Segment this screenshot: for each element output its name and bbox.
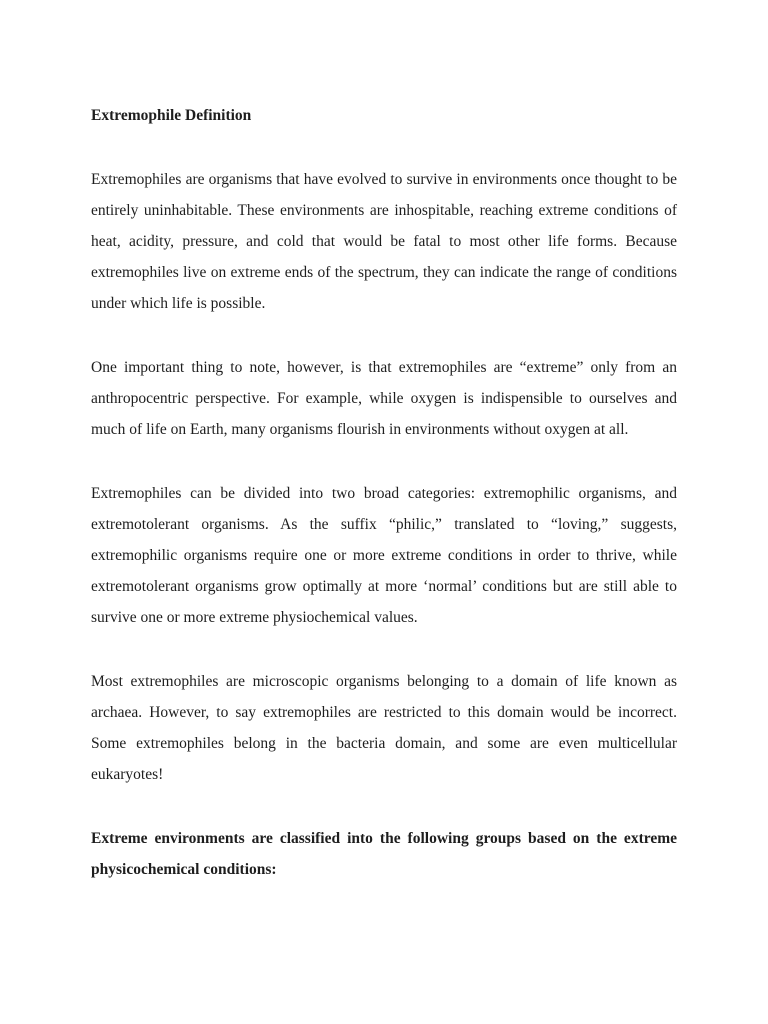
paragraph-domains: Most extremophiles are microscopic organisms belonging to a domain of life known as archaea. However, to say extremophiles are restricted to this domain would be incorrect. Some extremophiles belong in the bacteria domain, and some are even multicellular eukaryotes! <box>91 673 677 783</box>
spacer <box>91 633 677 666</box>
spacer <box>91 131 677 164</box>
paragraph-intro: Extremophiles are organisms that have evolved to survive in environments once thought to be entirely uninhabitable. These environments are inhospitable, reaching extreme conditions of heat, acidity, pressure, and cold that would be fatal to most other life forms. Because extremophiles live on extreme ends of the spectrum, they can indicate the range of conditions under which life is possible. <box>91 171 677 312</box>
document-title: Extremophile Definition <box>91 107 252 124</box>
spacer <box>91 790 677 823</box>
spacer <box>91 445 677 478</box>
paragraph-anthropocentric: One important thing to note, however, is that extremophiles are “extreme” only from an anthropocentric perspective. For example, while oxygen is indispensible to ourselves and much of life on Earth, many organisms flourish in environments without oxygen at all. <box>91 359 677 438</box>
document-page <box>91 100 677 885</box>
spacer <box>91 319 677 352</box>
closing-statement: Extreme environments are classified into the following groups based on the extreme physicochemical conditions: <box>91 830 677 878</box>
paragraph-categories: Extremophiles can be divided into two broad categories: extremophilic organisms, and extremotolerant organisms. As the suffix “philic,” translated to “loving,” suggests, extremophilic organisms require one or more extreme conditions in order to thrive, while extremotolerant organisms grow optimally at more ‘normal’ conditions but are still able to survive one or more extreme physiochemical values. <box>91 485 677 626</box>
